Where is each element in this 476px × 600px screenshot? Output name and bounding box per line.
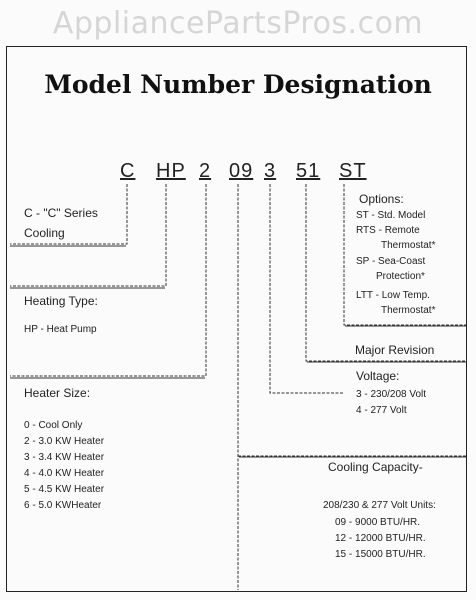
heating-type-item: HP - Heat Pump xyxy=(24,324,97,335)
model-segment-heater-size: 2 xyxy=(199,160,212,182)
options-item: ST - Std. Model xyxy=(356,210,426,221)
cooling-capacity-label: Cooling Capacity- xyxy=(328,460,423,474)
model-segment-cooling-capacity: 09 xyxy=(229,160,254,182)
model-segment-voltage: 3 xyxy=(264,160,277,182)
options-item: LTT - Low Temp. xyxy=(356,290,430,301)
cooling-capacity-item: 09 - 9000 BTU/HR. xyxy=(335,517,421,528)
heater-size-item: 6 - 5.0 KWHeater xyxy=(24,500,102,511)
heater-size-item: 5 - 4.5 KW Heater xyxy=(24,484,105,495)
options-label: Options: xyxy=(359,192,404,206)
options-item: SP - Sea-Coast xyxy=(356,256,426,267)
heater-size-item: 2 - 3.0 KW Heater xyxy=(24,436,105,447)
heater-size-item: 3 - 3.4 KW Heater xyxy=(24,452,105,463)
model-segment-options: ST xyxy=(339,160,367,182)
options-item: RTS - Remote xyxy=(356,225,420,236)
series-label-line1: C - "C" Series xyxy=(24,206,98,220)
major-revision-label: Major Revision xyxy=(355,343,435,357)
model-segment-major-revision: 51 xyxy=(296,160,321,182)
voltage-label: Voltage: xyxy=(356,369,400,383)
options-item: Protection* xyxy=(376,271,425,282)
model-segment-series: C xyxy=(120,160,136,182)
series-label-line2: Cooling xyxy=(24,226,65,240)
voltage-item: 4 - 277 Volt xyxy=(356,405,407,416)
heater-size-item: 4 - 4.0 KW Heater xyxy=(24,468,105,479)
cooling-capacity-item: 15 - 15000 BTU/HR. xyxy=(335,549,426,560)
cooling-capacity-item: 12 - 12000 BTU/HR. xyxy=(335,533,426,544)
heater-size-label: Heater Size: xyxy=(24,386,91,400)
heater-size-item: 0 - Cool Only xyxy=(24,420,83,431)
cooling-capacity-subheading: 208/230 & 277 Volt Units: xyxy=(323,500,436,511)
options-item: Thermostat* xyxy=(381,240,436,251)
model-segment-heating-type: HP xyxy=(156,160,186,182)
options-item: Thermostat* xyxy=(381,305,436,316)
watermark: AppliancePartsPros.com xyxy=(52,6,424,41)
voltage-item: 3 - 230/208 Volt xyxy=(356,389,427,400)
heating-type-label: Heating Type: xyxy=(24,294,98,308)
page-title: Model Number Designation xyxy=(44,70,432,99)
